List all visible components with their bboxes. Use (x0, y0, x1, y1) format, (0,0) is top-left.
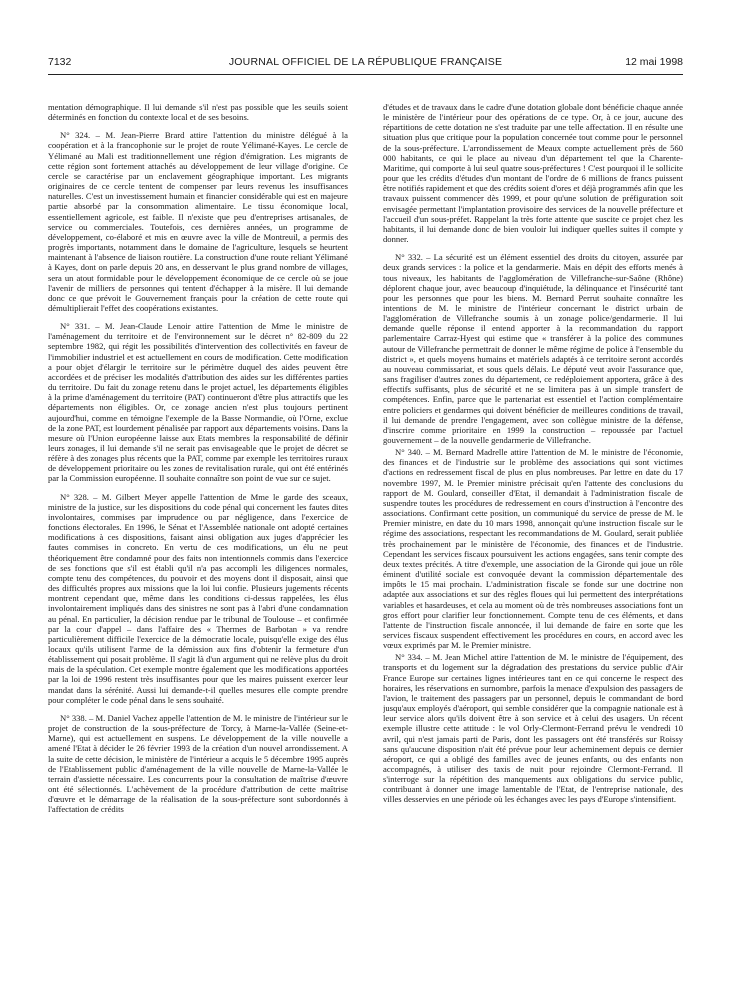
paragraph: mentation démographique. Il lui demande s'il n'est pas possible que les seuils soient déterminés en fonction du contexte local et de ses besoins. (48, 102, 348, 123)
paragraph: d'études et de travaux dans le cadre d'une dotation globale dont bénéficie chaque année le ministère de l'intérieur pour des opérations de ce type. Or, à ce jour, aucune des répartitions de cette dotation ne s'est traduite par une telle affectation. Il en résulte une situation plus que critique pour la population concernée tout comme pour le personnel de la sous-préfecture. L'arrondissement de Meaux compte actuellement près de 560 000 habitants, ce qui le place au niveau d'un département tel que la Charente-Maritime, qui comporte à lui seul quatre sous-préfectures ! C'est pourquoi il le sollicite pour que les crédits d'études d'un montant de l'ordre de 6 millions de francs puissent être notifiés rapidement et que des crédits soient d'ores et déjà programmés afin que les travaux puissent commencer dès 1999, et pour qu'une solution de préfiguration soit envisagée permettant l'implantation provisoire des services de la nouvelle préfecture et l'accueil d'un sous-préfet. Rappelant la très forte attente que suscite ce projet chez les habitants, il lui demande donc de bien vouloir lui indiquer quelles suites il compte y donner. (383, 102, 683, 245)
left-column (48, 102, 348, 978)
question-328: N° 328. – M. Gilbert Meyer appelle l'attention de Mme le garde des sceaux, ministre de la justice, sur les dispositions du code pénal qui concernent les fautes dites involontaires, commises par imprudence ou par négligence, dans l'exercice de fonctions électorales. En 1996, le Sénat et l'Assemblée nationale ont adopté certaines modifications à ces dispositions, faisant ainsi obligation aux juges d'apprécier les fautes commises in concreto. En vertu de ces modifications, un élu ne peut théoriquement être condamné pour des faits non intentionnels commis dans l'exercice de ses fonctions que s'il est établi qu'il n'a pas accompli les diligences normales, compte tenu des compétences, du pouvoir et des moyens dont il disposait, ainsi que des difficultés propres aux missions que la loi lui confie. Plusieurs jugements récents montrent cependant que, même dans les conditions ci-dessus rappelées, les élus involontairement impliqués dans des sinistres ne sont pas à l'abri d'une condamnation au pénal. En particulier, la décision rendue par le tribunal de Toulouse – et confirmée par la cour d'appel – dans l'affaire des « Thermes de Barbotan » va rendre particulièrement difficile l'exercice de la démocratie locale, puisqu'elle exige des élus locaux qu'ils utilisent l'arme de la démission aux fins d'obtenir la fermeture d'un établissement qui posait problème. Il s'agit là d'un argument qui ne relève plus du droit mais de la spéculation. Cet exemple montre également que les modifications apportées par la loi de 1996 restent très insuffisantes pour que les maires puissent exercer leur mandat dans la sérénité. Aussi lui demande-t-il quelles mesures elle compte prendre pour compléter le code pénal dans le sens souhaité. (48, 491, 348, 705)
page-number: 7132 (48, 56, 72, 68)
question-334: N° 334. – M. Jean Michel attire l'attention de M. le ministre de l'équipement, des transports et du logement sur la dégradation des prestations du service public d'Air France Europe sur certaines lignes intérieures tant en ce qui concerne le respect des horaires, les réservations en surnombre, parfois la menace d'expulsion des passagers de l'avion, le traitement des passagers par un personnel, depuis le commandant de bord jusqu'aux employés d'aéroport, qui semble considérer que la compagnie nationale est à leur service alors qu'ils doivent être à son service et à celui des usagers. Un récent exemple illustre cette attitude : le vol Orly-Clermont-Ferrand prévu le vendredi 10 avril, qui n'est jamais parti de Paris, dont les passagers ont été transférés sur Roissy sans qu'aucune disposition n'ait été prévue pour leur acheminement depuis ce dernier aéroport, ce qui a obligé des familles avec de jeunes enfants, ou des enfants non accompagnés, à utiliser des taxis de nuit pour rejoindre Clermont-Ferrand. Il s'interroge sur la répétition des manquements aux obligations du service public, contribuant à donner une image lamentable de l'Etat, de l'entreprise nationale, des villes desservies en une période où les échanges avec les pays d'Europe s'intensifient. (383, 652, 683, 805)
right-column (383, 102, 683, 978)
question-332: N° 332. – La sécurité est un élément essentiel des droits du citoyen, assurée par deux grands services : la police et la gendarmerie. Mais en dépit des efforts menés à tous niveaux, les habitants de l'agglomération de Villefranche-sur-Saône (Rhône) déplorent chaque jour, avec beaucoup d'inquiétude, la délinquance et l'insécurité tant pour les personnes que pour les biens. M. Bernard Perrut souhaite connaître les intentions de M. le ministre de l'intérieur concernant le district urbain de l'agglomération de Villefranche soumis à un zonage police/gendarmerie. Il lui demande quelle réponse il entend apporter à la recommandation du rapport parlementaire Carraz-Hyest qui estime que « transférer à la police des communes autour de Villefranche permettrait de donner le même régime de police à l'ensemble du district », et quels moyens humains et matériels adaptés à ce territoire seront accordés au nouveau commissariat, et sous quels délais. Le député veut avoir l'assurance que, sans fragiliser d'autres zones du département, ce redéploiement apportera, grâce à des effectifs suffisants, plus de sécurité et ne se limitera pas à un simple transfert de compétences. Enfin, parce que le partenariat est essentiel et l'action complémentaire entre policiers et gendarmes qui doivent bénéficier de meilleures conditions de travail, il lui demande de prendre l'engagement, avec son collègue ministre de la défense, d'inscrire comme prioritaire en 1999 la construction – repoussée par l'actuel gouvernement – de la nouvelle gendarmerie de Villefranche. (383, 252, 683, 445)
question-338: N° 338. – M. Daniel Vachez appelle l'attention de M. le ministre de l'intérieur sur le projet de construction de la sous-préfecture de Torcy, à Marne-la-Vallée (Seine-et-Marne), qui est actuellement en suspens. Le développement de la ville nouvelle a amené l'Etat à décider le 26 février 1993 de la création d'un nouvel arrondissement. A la suite de cette décision, le ministère de l'intérieur a acquis le 5 décembre 1995 auprès de l'Etablissement public d'aménagement de la ville nouvelle de Marne-la-Vallée le terrain d'assiette nécessaire. Les concurrents pour la consultation de maîtrise d'œuvre ont été sélectionnés. L'achèvement de la procédure d'attribution de cette maîtrise d'œuvre et le démarrage de la réalisation de la sous-préfecture sont subordonnés à l'affectation de crédits (48, 712, 348, 815)
question-331: N° 331. – M. Jean-Claude Lenoir attire l'attention de Mme le ministre de l'aménagement du territoire et de l'environnement sur le décret n° 82-809 du 22 septembre 1982, qui régit les possibilités d'intervention des collectivités en faveur de l'immobilier industriel et est actuellement en cours de modification. Cette modification a pour objet d'élargir le territoire sur le périmètre duquel des aides peuvent être accordées et de préciser les modalités d'attribution des aides sur les différentes parties du territoire. Du fait du zonage retenu dans le projet actuel, les départements éligibles à la prime d'aménagement du territoire (PAT) continueront d'être plus attractifs que les départements non éligibles. Or, ce zonage ancien n'est plus toujours pertinent aujourd'hui, comme en témoigne l'exemple de la Basse Normandie, où l'Orne, exclue de la zone PAT, est lourdement pénalisée par rapport aux départements voisins. Dans la mesure où l'Union européenne laisse aux Etats membres la responsabilité de définir leurs zonages, il lui demande s'il ne serait pas envisageable que le projet de décret se réfère à des zonages plus récents que la PAT, comme par exemple les territoires ruraux de développement prioritaire ou les zones de revitalisation rurale, qui ont été entérinés par la Commission européenne. Il souhaite connaître son point de vue sur ce sujet. (48, 321, 348, 484)
journal-title: JOURNAL OFFICIEL DE LA RÉPUBLIQUE FRANÇAISE (228, 56, 503, 68)
question-324: N° 324. – M. Jean-Pierre Brard attire l'attention du ministre délégué à la coopération et à la francophonie sur le projet de route Yélimané-Kayes. Le cercle de Yélimané au Mali est traditionnellement une région d'émigration. Les migrants de cette région sont fortement attachés au développement de leur village d'origine. Ce cercle se caractérise par un enclavement géographique important. Les migrants originaires de ce cercle tentent de compenser par leurs revenus les insuffisances naturelles. C'est un investissement humain et financier considérable qui est en majeure partie absorbé par la consommation alimentaire. Le tissu économique local, essentiellement agricole, est faible. Il n'existe que peu d'entreprises artisanales, de service ou commerciales. Toutefois, ces dernières années, un programme de développement, co-élaboré et mis en œuvre avec la ville de Montreuil, a permis des progrès importants, notamment dans le domaine de l'agriculture, lesquels se heurtent maintenant à l'absence de liaison routière. La construction d'une route reliant Yélimané à Kayes, dont on parle depuis 20 ans, en desservant le plus grand nombre de villages, sera un atout formidable pour le développement économique de ce cercle où se joue l'avenir de milliers de personnes qui tentent d'échapper à la misère. Il lui demande donc ce que prévoit le Gouvernement français pour la création de cette route qui démultiplierait l'effet des coopérations existantes. (48, 130, 348, 313)
issue-date: 12 mai 1998 (625, 56, 683, 68)
page-header (48, 56, 683, 72)
question-340: N° 340. – M. Bernard Madrelle attire l'attention de M. le ministre de l'économie, des finances et de l'industrie sur le problème des associations qui sont victimes d'actions en redressement fiscal de plus en plus nombreuses. Par lettre en date du 17 novembre 1997, M. le Premier ministre précisait qu'en l'attente des conclusions du rapport de M. Goulard, conseiller d'Etat, il demandait à l'administration fiscale de suspendre toutes les procédures de redressement en cours d'instruction à l'encontre des associations. Confirmant cette position, un communiqué du service de presse de M. le Premier ministre, en date du 10 mars 1998, annonçait qu'une instruction fiscale sur le régime des associations, respectant les recommandations de M. Goulard, serait publiée très prochainement par le ministère de l'économie, des finances et de l'industrie. Cependant les services fiscaux poursuivent les actions engagées, sans tenir compte des deux textes précités. A titre d'exemple, une association de la Gironde qui joue un rôle éminent d'utilité sociale est convoquée devant la commission départementale des impôts le 15 mai prochain. L'administration fiscale se fonde sur une doctrine non adaptée aux associations et sur des règles floues qui lui permettent des interprétations variables et hasardeuses, et cela au moment où de très nombreuses associations font un gros effort pour clarifier leur fonctionnement. Compte tenu de ces éléments, et dans l'attente de l'instruction fiscale annoncée, il lui demande de faire en sorte que les services fiscaux suspendent effectivement les procédures en cours, en accord avec les vœux exprimés par M. le Premier ministre. (383, 447, 683, 651)
header-rule (48, 74, 683, 75)
